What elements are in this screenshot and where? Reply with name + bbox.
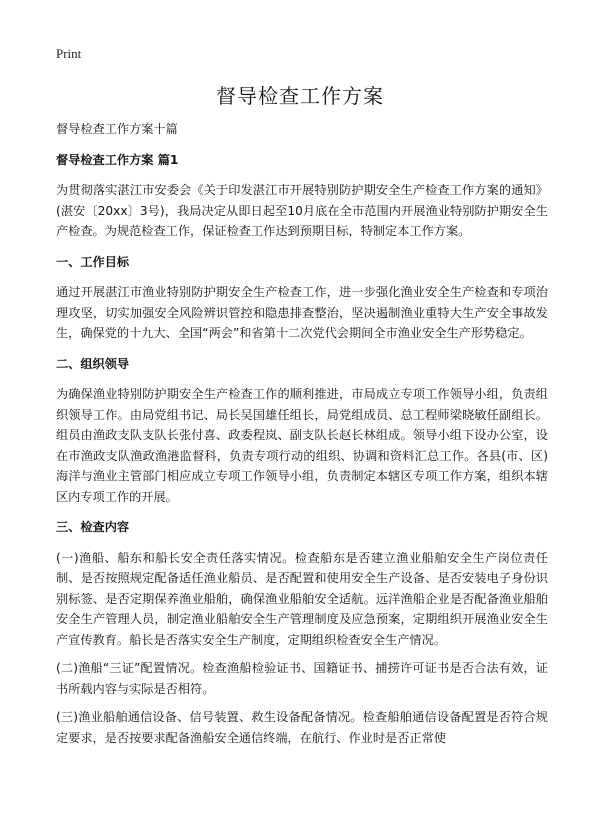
print-label: Print (56, 46, 82, 61)
section-paragraph: (一)渔船、船东和船长安全责任落实情况。检查船东是否建立渔业船舶安全生产岗位责任制、是否按照规定配备适任渔业船员、是否配置和使用安全生产设备、是否安装电子身份识别标签、是否定期保养渔业船舶，确保渔业船舶安全适航。远洋渔船企业是否配备渔业船舶安全生产管理人员，制定渔业船舶安全生产管理制度及应急预案，定期组织开展渔业安全生产宣传教育。船长是否落实安全生产制度，定期组织检查安全生产情况。 (56, 550, 548, 647)
section-paragraph: (二)渔船“三证”配置情况。检查渔船检验证书、国籍证书、捕捞许可证书是否合法有效，证书所载内容与实际是否相符。 (56, 661, 548, 696)
piece-title: 督导检查工作方案 篇1 (56, 152, 179, 167)
intro-paragraph: 为贯彻落实湛江市安委会《关于印发湛江市开展特别防护期安全生产检查工作方案的通知》(湛安〔20xx〕3号)，我局决定从即日起至10月底在全市范围内开展渔业特别防护期安全生产检查。为规范检查工作，保证检查工作达到预期目标，特制定本工作方案。 (56, 183, 548, 238)
section-paragraph: 为确保渔业特别防护期安全生产检查工作的顺利推进，市局成立专项工作领导小组，负责组织领导工作。由局党组书记、局长吴国雄任组长，局党组成员、总工程师梁晓敏任副组长。组员由渔政支队支队长张付喜、政委程岚、副支队长赵长林组成。领导小组下设办公室，设在市渔政支队渔政渔港监督科，负责专项行动的组织、协调和资料汇总工作。各县(市、区)海洋与渔业主管部门相应成立专项工作领导小组，负责制定本辖区专项工作方案，组织本辖区内专项工作的开展。 (56, 387, 548, 504)
document-body (56, 119, 548, 756)
section-paragraph: 通过开展湛江市渔业特别防护期安全生产检查工作，进一步强化渔业安全生产检查和专项治理攻坚，切实加强安全风险辨识管控和隐患排查整治，坚决遏制渔业重特大生产安全事故发生，确保党的十九大、全国“两会”和省第十二次党代会期间全市渔业安全生产形势稳定。 (56, 285, 548, 340)
section-heading-leadership: 二、组织领导 (56, 356, 130, 371)
page-title: 督导检查工作方案 (216, 84, 384, 108)
section-paragraph: (三)渔业船舶通信设备、信号装置、救生设备配备情况。检查船舶通信设备配置是否符合规定要求，是否按要求配备渔船安全通信终端，在航行、作业时是否正常使 (56, 710, 548, 745)
document-subtitle: 督导检查工作方案十篇 (56, 122, 178, 136)
section-heading-inspection-content: 三、检查内容 (56, 520, 130, 534)
section-heading-goals: 一、工作目标 (56, 254, 130, 269)
